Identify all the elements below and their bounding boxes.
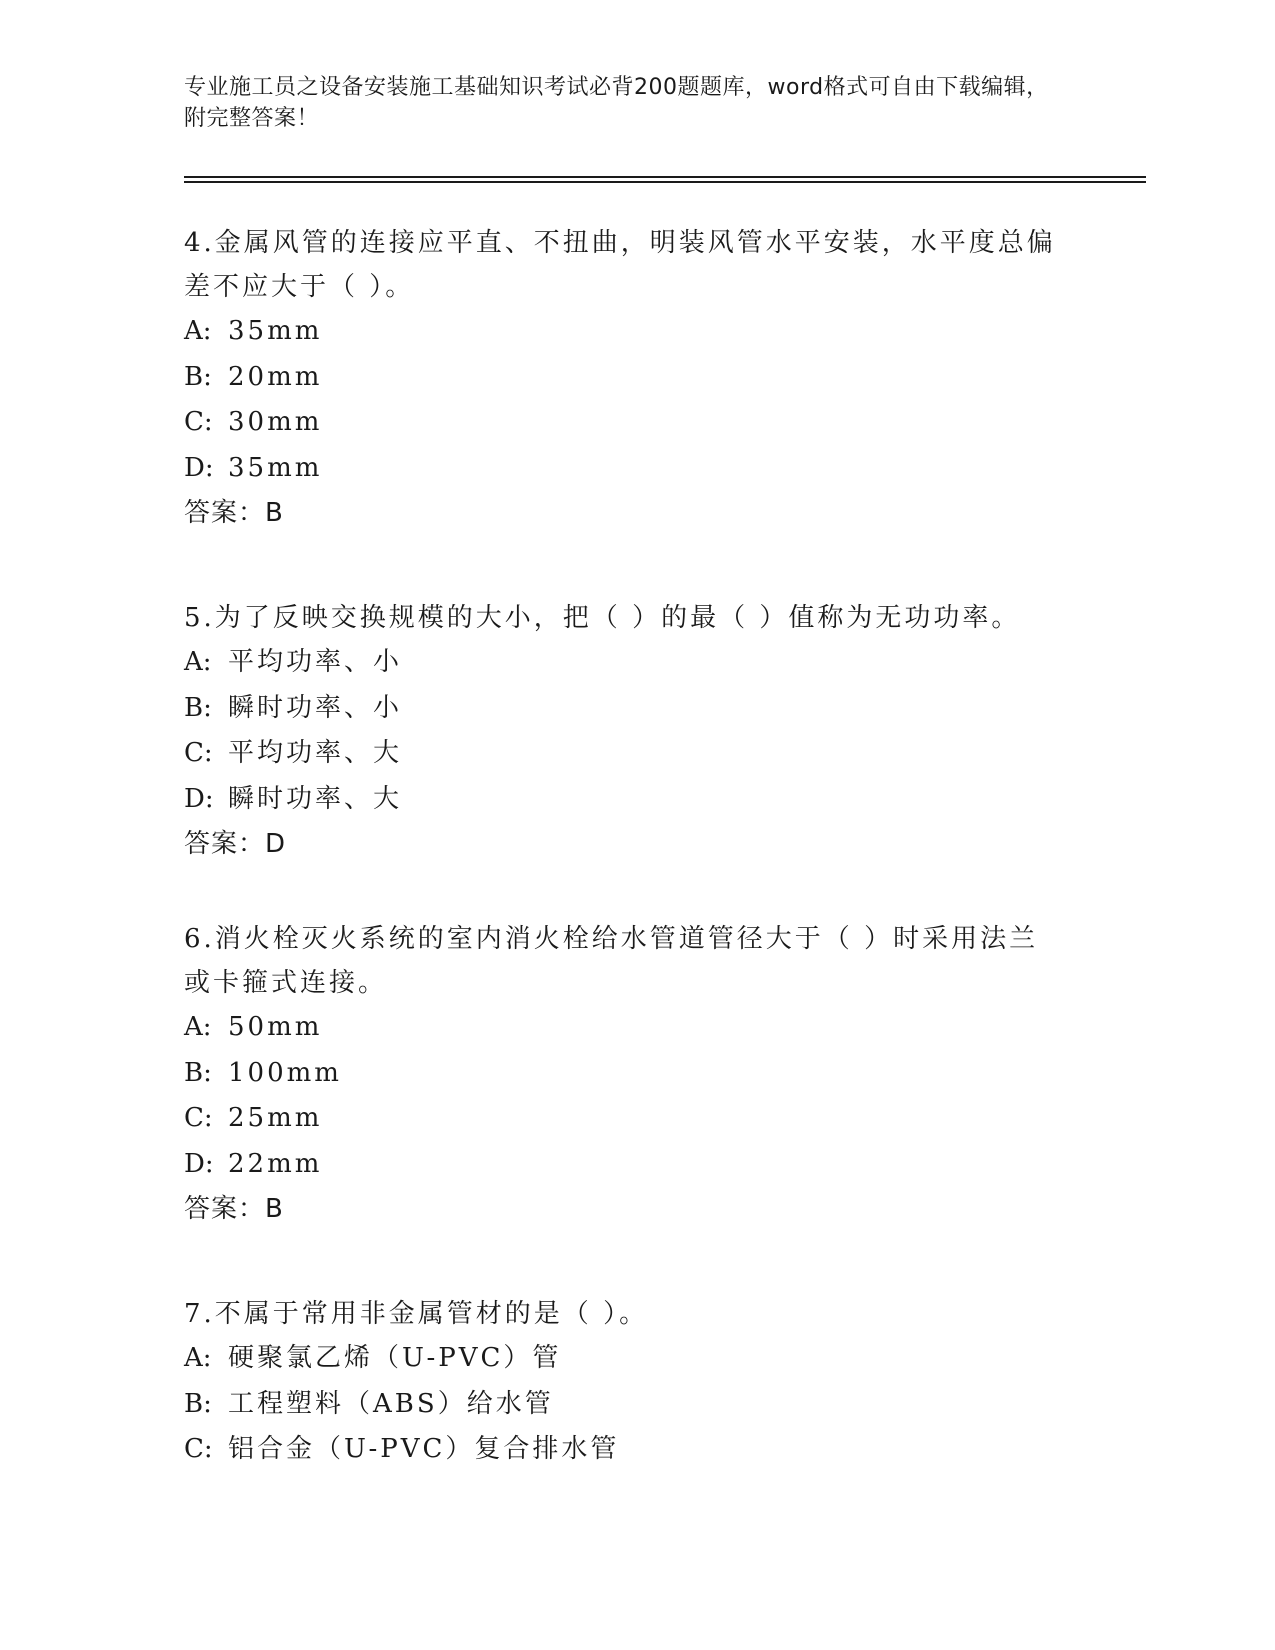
option-letter: D: [184, 452, 214, 483]
option-b [184, 686, 1064, 732]
option-b [184, 1051, 1064, 1097]
question-stem: 5.为了反映交换规模的大小，把（ ）的最（ ）值称为无功功率。 [184, 603, 1021, 633]
option-d [184, 1142, 1064, 1188]
option-b [184, 355, 1064, 401]
option-text: 平均功率、小 [228, 647, 403, 677]
option-text: 30mm [228, 407, 323, 437]
option-text: 瞬时功率、小 [228, 692, 403, 723]
option-text: 35mm [228, 452, 323, 483]
option-letter: A: [184, 647, 212, 677]
option-c [184, 731, 1064, 777]
option-letter: B: [184, 361, 212, 392]
option-letter: B: [184, 1388, 212, 1419]
question-stem: 6.消火栓灭火系统的室内消火栓给水管道管径大于（ ）时采用法兰或卡箍式连接。 [184, 924, 1039, 998]
option-c [184, 1096, 1064, 1142]
option-text: 22mm [228, 1148, 323, 1179]
option-c [184, 400, 1064, 446]
answer: 答案：B [184, 498, 284, 528]
answer: 答案：B [184, 1194, 284, 1224]
option-text: 35mm [228, 316, 323, 346]
option-text: 硬聚氯乙烯（U-PVC）管 [228, 1343, 562, 1373]
option-text: 铝合金（U-PVC）复合排水管 [228, 1434, 620, 1464]
option-a [184, 309, 1064, 355]
option-text: 瞬时功率、大 [228, 783, 403, 814]
header-divider-top [184, 176, 1146, 178]
option-letter: D: [184, 1148, 214, 1179]
question-stem: 4.金属风管的连接应平直、不扭曲，明装风管水平安装，水平度总偏差不应大于（ ）。 [184, 228, 1056, 302]
question-5 [184, 596, 1064, 867]
option-text: 50mm [228, 1012, 323, 1042]
header-divider-bottom [184, 181, 1146, 183]
option-letter: A: [184, 316, 212, 346]
option-text: 平均功率、大 [228, 738, 403, 768]
option-text: 100mm [228, 1057, 342, 1088]
question-4 [184, 221, 1064, 536]
option-letter: A: [184, 1343, 212, 1373]
option-letter: C: [184, 738, 213, 768]
answer: 答案：D [184, 829, 287, 859]
question-stem: 7.不属于常用非金属管材的是（ ）。 [184, 1299, 649, 1329]
option-a [184, 1005, 1064, 1051]
option-letter: D: [184, 783, 214, 814]
question-6 [184, 917, 1064, 1232]
option-text: 20mm [228, 361, 323, 392]
option-a [184, 1336, 1064, 1382]
document-header: 专业施工员之设备安装施工基础知识考试必背200题题库，word格式可自由下载编辑，附完整答案！ [184, 75, 1049, 131]
option-letter: C: [184, 407, 213, 437]
option-text: 工程塑料（ABS）给水管 [228, 1388, 554, 1419]
option-letter: C: [184, 1434, 213, 1464]
option-b [184, 1382, 1064, 1428]
question-7 [184, 1292, 1064, 1473]
option-d [184, 777, 1064, 823]
option-letter: B: [184, 692, 212, 723]
option-letter: A: [184, 1012, 212, 1042]
option-text: 25mm [228, 1103, 323, 1133]
option-a [184, 640, 1064, 686]
option-d [184, 446, 1064, 492]
option-letter: B: [184, 1057, 212, 1088]
option-c [184, 1427, 1064, 1473]
option-letter: C: [184, 1103, 213, 1133]
